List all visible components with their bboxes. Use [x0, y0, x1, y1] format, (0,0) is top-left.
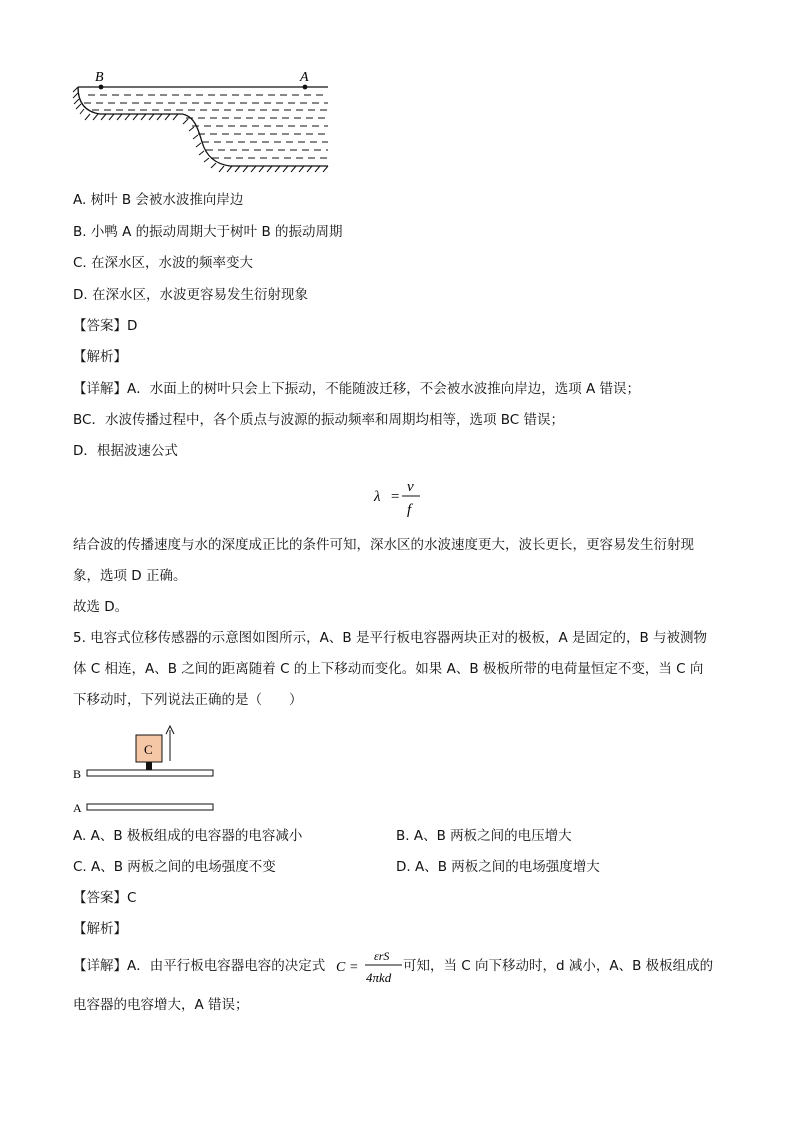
- q5-option-a: A. A、B 极板组成的电容器的电容减小: [73, 828, 303, 844]
- label-b: B: [95, 70, 104, 85]
- block-c-label: C: [144, 742, 153, 757]
- q5-stem-1: 5. 电容式位移传感器的示意图如图所示，A、B 是平行板电容器两块正对的极板，A 是固定的，B 与被测物: [73, 630, 708, 646]
- block-stem: [146, 762, 152, 770]
- q4-analysis-heading: 【解析】: [73, 349, 127, 365]
- formula-denominator: f: [407, 502, 412, 518]
- q4-detail-1: 【详解】A．水面上的树叶只会上下振动，不能随波迁移，不会被水波推向岸边，选项 A 错误；: [73, 381, 641, 397]
- q5-option-d: D. A、B 两板之间的电场强度增大: [396, 859, 600, 875]
- q4-detail-5: 象，选项 D 正确。: [73, 568, 187, 584]
- q5-option-c: C. A、B 两板之间的电场强度不变: [73, 859, 276, 875]
- capacitor-figure: [70, 724, 220, 818]
- q5-analysis-heading: 【解析】: [73, 921, 127, 937]
- formula-c: C: [336, 960, 346, 975]
- wavelength-formula: [370, 474, 430, 520]
- water-wave-figure: [70, 66, 332, 176]
- q4-detail-3: D．根据波速公式: [73, 443, 178, 459]
- q5-detail-pre: 【详解】A．由平行板电容器电容的决定式: [73, 958, 326, 974]
- formula-c-denominator: 4πkd: [366, 970, 392, 985]
- q4-option-a: A. 树叶 B 会被水波推向岸边: [73, 192, 244, 208]
- q5-option-b: B. A、B 两板之间的电压增大: [396, 828, 572, 844]
- q5-answer: 【答案】C: [73, 890, 137, 906]
- q5-stem-2: 体 C 相连，A、B 之间的距离随着 C 的上下移动而变化。如果 A、B 极板所带的电荷量恒定不变，当 C 向: [73, 661, 704, 677]
- q4-answer: 【答案】D: [73, 318, 138, 334]
- q4-conclusion: 故选 D。: [73, 599, 129, 615]
- q5-detail-2: 电容器的电容增大，A 错误；: [73, 997, 249, 1013]
- plate-b-label: B: [73, 767, 82, 781]
- formula-c-numerator: εrS: [374, 949, 390, 963]
- q5-detail-post: 可知，当 C 向下移动时，d 减小，A、B 极板组成的: [403, 958, 714, 974]
- plate-b: [87, 770, 213, 776]
- formula-c-equals: =: [349, 960, 359, 975]
- plate-a: [87, 804, 213, 810]
- q4-option-b: B. 小鸭 A 的振动周期大于树叶 B 的振动周期: [73, 224, 343, 240]
- plate-a-label: A: [73, 801, 82, 815]
- q4-detail-2: BC．水波传播过程中，各个质点与波源的振动频率和周期均相等，选项 BC 错误；: [73, 412, 564, 428]
- capacitance-formula: [334, 944, 404, 990]
- q5-stem-3: 下移动时，下列说法正确的是（ ）: [73, 692, 303, 708]
- formula-lambda: λ: [374, 489, 381, 505]
- label-a: A: [300, 70, 309, 85]
- formula-numerator: v: [407, 479, 414, 495]
- formula-equals: =: [390, 489, 401, 505]
- q4-detail-4: 结合波的传播速度与水的深度成正比的条件可知，深水区的水波速度更大，波长更长，更容易发生衍射现: [73, 537, 694, 553]
- q4-option-d: D. 在深水区，水波更容易发生衍射现象: [73, 287, 308, 303]
- q4-option-c: C. 在深水区，水波的频率变大: [73, 255, 254, 271]
